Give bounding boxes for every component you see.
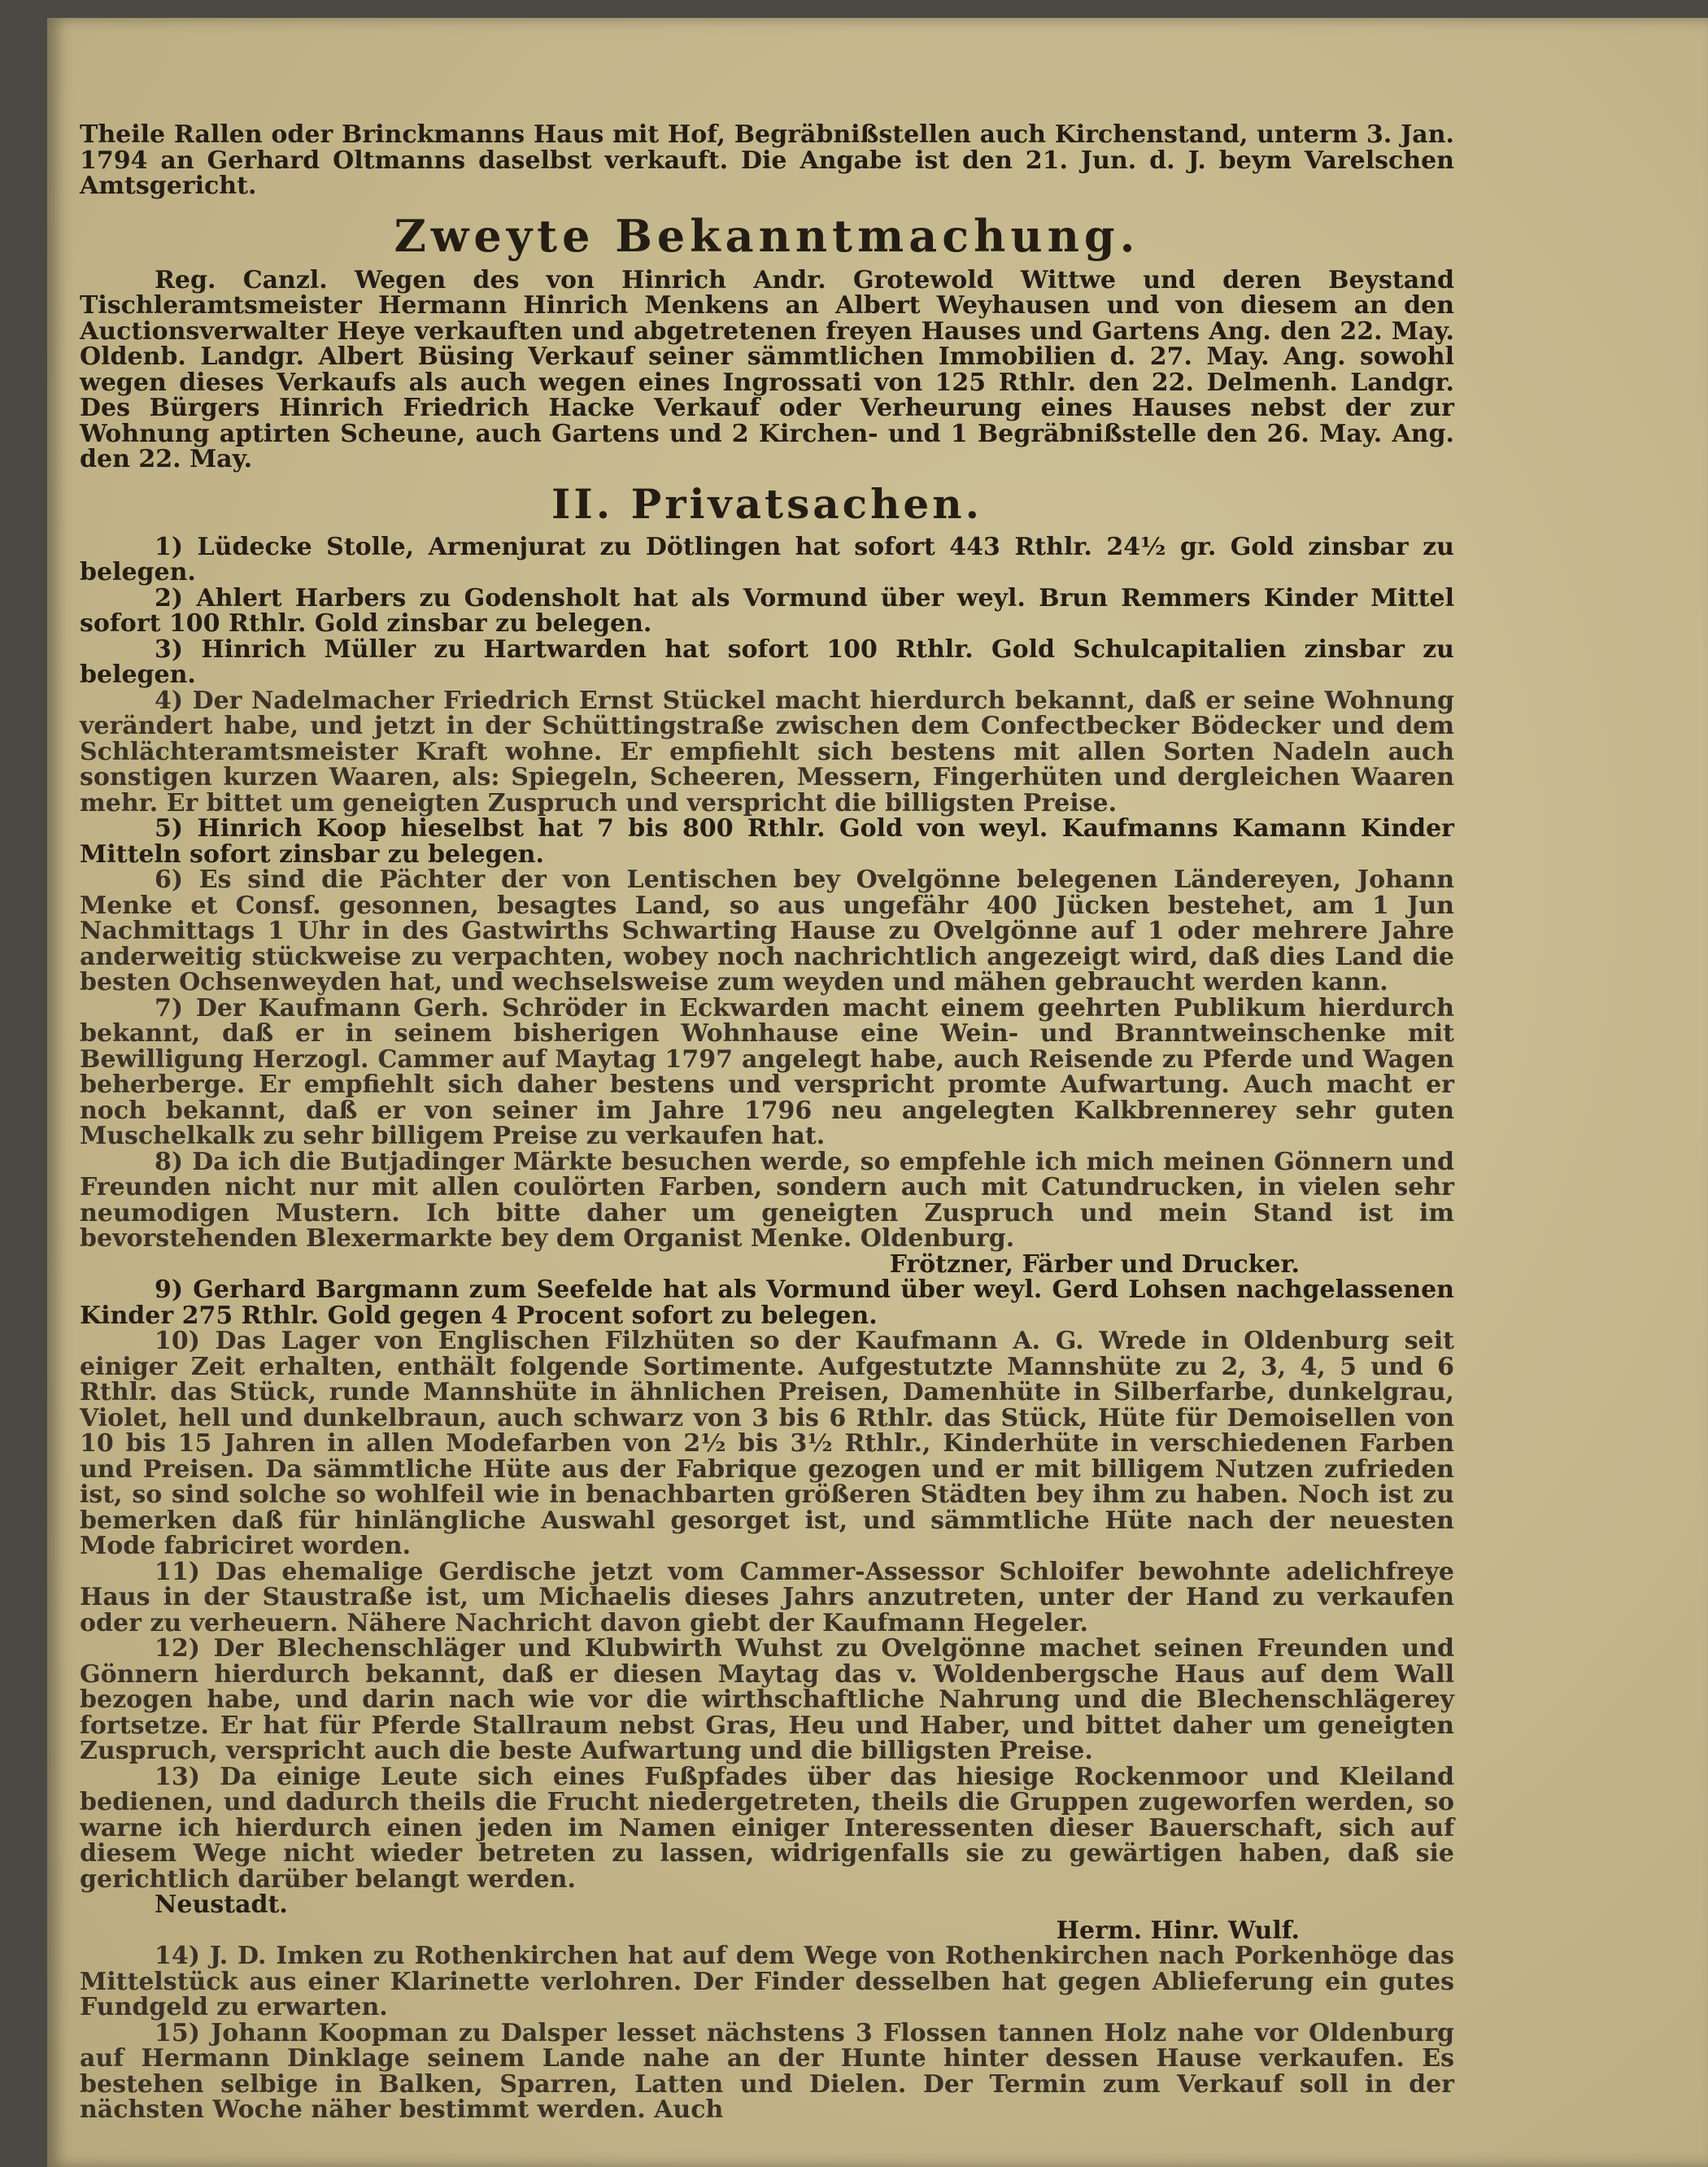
notice-4: 4) Der Nadelmacher Friedrich Ernst Stückel macht hierdurch bekannt, daß er seine Wohnung verändert habe, und jetzt in der Schüttingstraße zwischen dem Confectbecker Bödecker und dem Schlächteramtsmeister Kraft wohne. Er empfiehlt sich bestens mit allen Sorten Nadeln auch sonstigen kurzen Waaren, als: Spiegeln, Scheeren, Messern, Fingerhüten und dergleichen Waaren mehr. Er bittet um geneigten Zuspruch und verspricht die billigsten Preise. bbox=[80, 686, 1454, 818]
page-text bbox=[80, 122, 1454, 2123]
notice-11: 11) Das ehemalige Gerdische jetzt vom Cammer-Assessor Schloifer bewohnte adelichfreye Haus in der Staustraße ist, um Michaelis dieses Jahrs anzutreten, unter der Hand zu verkaufen oder zu verheuern. Nähere Nachricht davon giebt der Kaufmann Hegeler. bbox=[80, 1557, 1454, 1637]
notice-15: 15) Johann Koopman zu Dalsper lesset nächstens 3 Flossen tannen Holz nahe vor Oldenburg auf Hermann Dinklage seinem Lande nahe an der Hunte hinter dessen Hause verkaufen. Es bestehen selbige in Balken, Sparren, Latten und Dielen. Der Termin zum Verkauf soll in der nächsten Woche näher bestimmt werden. Auch bbox=[80, 2018, 1454, 2124]
notice-5: 5) Hinrich Koop hieselbst hat 7 bis 800 Rthlr. Gold von weyl. Kaufmanns Kamann Kinder Mitteln sofort zinsbar zu belegen. bbox=[80, 814, 1454, 869]
notice-8: 8) Da ich die Butjadinger Märkte besuchen werde, so empfehle ich mich meinen Gönnern und Freunden nicht nur mit allen coulörten Farben, sondern auch mit Catundrucken, in vielen sehr neumodigen Mustern. Ich bitte daher um geneigten Zuspruch und mein Stand ist im bevorstehenden Blexermarkte bey dem Organist Menke. Oldenburg. bbox=[80, 1147, 1454, 1253]
paragraph-announcements: Reg. Canzl. Wegen des von Hinrich Andr. Grotewold Wittwe und deren Beystand Tischleramtsmeister Hermann Hinrich Menkens an Albert Weyhausen und von diesem an den Auctionsverwalter Heye verkauften und abgetretenen freyen Hauses und Gartens Ang. den 22. May. Oldenb. Landgr. Albert Büsing Verkauf seiner sämmtlichen Immobilien d. 27. May. Ang. sowohl wegen dieses Verkaufs als auch wegen eines Ingrossati von 125 Rthlr. den 22. Delmenh. Landgr. Des Bürgers Hinrich Friedrich Hacke Verkauf oder Verheurung eines Hauses nebst der zur Wohnung aptirten Scheune, auch Gartens und 2 Kirchen- und 1 Begräbnißstelle den 26. May. Ang. den 22. May. bbox=[80, 265, 1454, 473]
paragraph-continued: Theile Rallen oder Brinckmanns Haus mit Hof, Begräbnißstellen auch Kirchenstand, unterm 3. Jan. 1794 an Gerhard Oltmanns daselbst verkauft. Die Angabe ist den 21. Jun. d. J. beym Varelschen Amtsgericht. bbox=[80, 120, 1454, 200]
heading-privatsachen: II. Privatsachen. bbox=[551, 479, 983, 528]
document-page bbox=[47, 18, 1708, 2167]
heading-zweyte-bekanntmachung: Zweyte Bekanntmachung. bbox=[394, 209, 1140, 262]
notice-3: 3) Hinrich Müller zu Hartwarden hat sofort 100 Rthlr. Gold Schulcapitalien zinsbar zu belegen. bbox=[80, 634, 1454, 689]
notice-10: 10) Das Lager von Englischen Filzhüten so der Kaufmann A. G. Wrede in Oldenburg seit einiger Zeit erhalten, enthält folgende Sortimente. Aufgestutzte Mannshüte zu 2, 3, 4, 5 und 6 Rthlr. das Stück, runde Mannshüte in ähnlichen Preisen, Damenhüte in Silberfarbe, dunkelgrau, Violet, hell und dunkelbraun, auch schwarz von 3 bis 6 Rthlr. das Stück, Hüte für Demoisellen von 10 bis 15 Jahren in allen Modefarben von 2½ bis 3½ Rthlr., Kinderhüte in verschiedenen Farben und Preisen. Da sämmtliche Hüte aus der Fabrique gezogen und er mit billigem Nutzen zufrieden ist, so sind solche so wohlfeil wie in benachbarten größeren Städten bey ihm zu haben. Noch ist zu bemerken daß für hinlängliche Auswahl gesorget ist, und sämmtliche Hüte nach der neuesten Mode fabriciret worden. bbox=[80, 1327, 1454, 1560]
notice-13-place: Neustadt. bbox=[155, 1890, 288, 1919]
notice-13: 13) Da einige Leute sich eines Fußpfades über das hiesige Rockenmoor und Kleiland bedienen, und dadurch theils die Frucht niedergetreten, theils die Gruppen zugeworfen werden, so warne ich hierdurch einen jeden im Namen einiger Interessenten dieser Bauerschaft, sich auf diesem Wege nicht wieder betreten zu lassen, widrigenfalls sie zu gewärtigen haben, daß sie gerichtlich darüber belangt werden. bbox=[80, 1762, 1454, 1894]
notice-7: 7) Der Kaufmann Gerh. Schröder in Eckwarden macht einem geehrten Publikum hierdurch bekannt, daß er in seinem bisherigen Wohnhause eine Wein- und Branntweinschenke mit Bewilligung Herzogl. Cammer auf Maytag 1797 angelegt habe, auch Reisende zu Pferde und Wagen beherberge. Er empfiehlt sich daher bestens und verspricht promte Aufwartung. Auch macht er noch bekannt, daß er von seiner im Jahre 1796 neu angelegten Kalkbrennerey sehr guten Muschelkalk zu sehr billigem Preise zu verkaufen hat. bbox=[80, 993, 1454, 1150]
notice-8-signature: Frötzner, Färber und Drucker. bbox=[889, 1249, 1300, 1279]
notice-2: 2) Ahlert Harbers zu Godensholt hat als Vormund über weyl. Brun Remmers Kinder Mittel sofort 100 Rthlr. Gold zinsbar zu belegen. bbox=[80, 583, 1454, 638]
notice-12: 12) Der Blechenschläger und Klubwirth Wuhst zu Ovelgönne machet seinen Freunden und Gönnern hierdurch bekannt, daß er diesen Maytag das v. Woldenbergsche Haus auf dem Wall bezogen habe, und darin nach wie vor die wirthschaftliche Nahrung und die Blechenschlägerey fortsetze. Er hat für Pferde Stallraum nebst Gras, Heu und Haber, und bittet daher um geneigten Zuspruch, verspricht auch die beste Aufwartung und die billigsten Preise. bbox=[80, 1634, 1454, 1765]
notice-14: 14) J. D. Imken zu Rothenkirchen hat auf dem Wege von Rothenkirchen nach Porkenhöge das Mittelstück aus einer Klarinette verlohren. Der Finder desselben hat gegen Ablieferung ein gutes Fundgeld zu erwarten. bbox=[80, 1942, 1454, 2021]
notice-9: 9) Gerhard Bargmann zum Seefelde hat als Vormund über weyl. Gerd Lohsen nachgelassenen Kinder 275 Rthlr. Gold gegen 4 Procent sofort zu belegen. bbox=[80, 1275, 1454, 1330]
notice-6: 6) Es sind die Pächter der von Lentischen bey Ovelgönne belegenen Ländereyen, Johann Menke et Consf. gesonnen, besagtes Land, so aus ungefähr 400 Jücken bestehet, am 1 Jun Nachmittags 1 Uhr in des Gastwirths Schwarting Hause zu Ovelgönne auf 1 oder mehrere Jahre anderweitig stückweise zu verpachten, wobey noch nachrichtlich angezeigt wird, daß dies Land die besten Ochsenweyden hat, und wechselsweise zum weyden und mähen gebraucht werden kann. bbox=[80, 865, 1454, 996]
notice-1: 1) Lüdecke Stolle, Armenjurat zu Dötlingen hat sofort 443 Rthlr. 24½ gr. Gold zinsbar zu belegen. bbox=[80, 532, 1454, 586]
notice-13-signature: Herm. Hinr. Wulf. bbox=[1056, 1916, 1300, 1945]
